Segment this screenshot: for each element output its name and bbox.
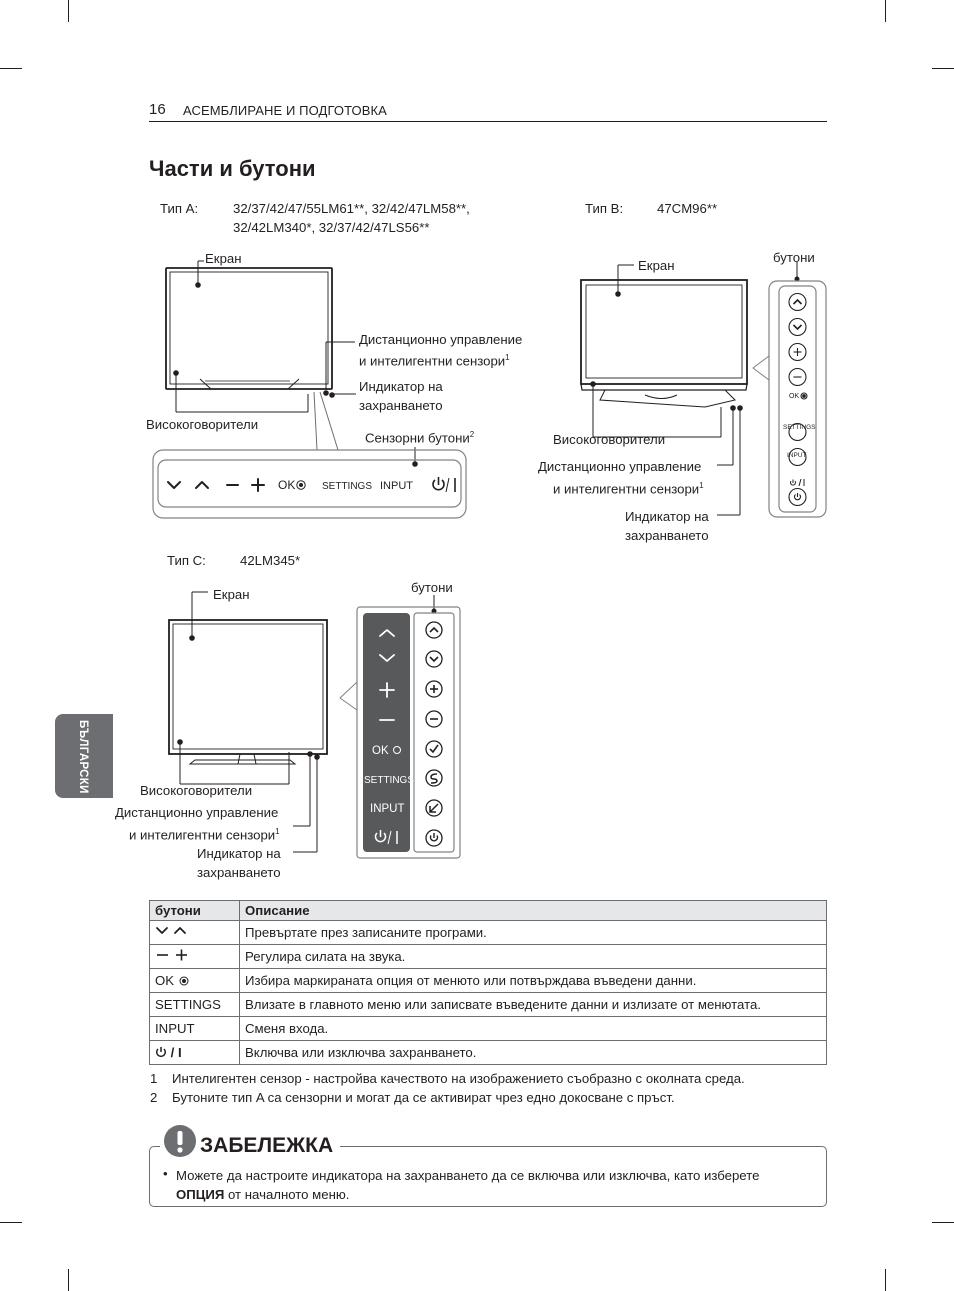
footnote-number: 1	[150, 1071, 158, 1086]
panel-ok-label: OK	[278, 478, 296, 492]
table-header: Описание	[240, 901, 827, 921]
language-tab-label: БЪЛГАРСКИ	[77, 720, 89, 794]
type-a-power-label-2: захранването	[359, 398, 443, 413]
power-icon	[155, 1046, 167, 1058]
type-c-screen-label: Екран	[213, 587, 250, 602]
crop-mark	[885, 0, 886, 22]
panel-ok-label: OK	[372, 745, 389, 757]
panel-input-label: INPUT	[380, 480, 413, 492]
table-row	[150, 921, 827, 945]
power-icon	[433, 477, 455, 492]
type-a-touch-label: Сензорни бутони	[365, 430, 470, 446]
table-row	[150, 945, 827, 969]
table-cell-desc: Избира маркираната опция от менюто или потвърждава въведени данни.	[240, 969, 827, 993]
buttons-table	[149, 900, 827, 1065]
type-a-remote-label-2: и интелигентни сензори	[359, 353, 506, 369]
type-c-models: 42LM345*	[240, 553, 301, 568]
ok-icon	[178, 976, 190, 986]
table-row	[150, 1041, 827, 1065]
table-row	[150, 969, 827, 993]
table-row	[150, 1017, 827, 1041]
crop-mark	[0, 68, 22, 69]
type-b-power-label-2: захранването	[625, 528, 709, 543]
type-c-power-label-2: захранването	[197, 865, 281, 880]
type-a-tv-diagram	[140, 240, 550, 525]
footnote-ref: 1	[505, 353, 510, 362]
exclamation-icon	[163, 1124, 197, 1158]
type-a-speakers-label: Високоговорители	[146, 417, 259, 432]
table-row	[150, 993, 827, 1017]
power-icon	[791, 479, 805, 486]
table-cell-button: SETTINGS	[150, 993, 240, 1017]
footnote-number: 2	[150, 1090, 158, 1105]
page-title: Части и бутони	[149, 156, 316, 181]
footnote-text: Бутоните тип A са сензорни и могат да се активират чрез едно докосване с пръст.	[172, 1090, 675, 1105]
note-text-after: от началното меню.	[224, 1187, 350, 1202]
table-header-row	[150, 901, 827, 921]
type-a-remote-label-1: Дистанционно управление	[359, 332, 523, 347]
type-b-screen-label: Екран	[638, 258, 675, 273]
panel-input-label: INPUT	[787, 452, 807, 459]
page-number: 16	[149, 101, 166, 118]
crop-mark	[932, 1222, 954, 1223]
crop-mark	[0, 1222, 22, 1223]
language-tab	[55, 714, 113, 798]
chevron-down-up-icon	[155, 925, 189, 937]
type-c-speakers-label: Високоговорители	[140, 783, 253, 798]
type-b-speakers-label: Високоговорители	[553, 432, 666, 447]
section-title: АСЕМБЛИРАНЕ И ПОДГОТОВКА	[183, 103, 387, 118]
type-b-models: 47CM96**	[657, 201, 718, 216]
type-c-remote-label-2: и интелигентни сензори	[129, 827, 276, 843]
footnote-ref: 1	[275, 827, 280, 836]
panel-input-label: INPUT	[370, 803, 405, 815]
crop-mark	[932, 68, 954, 69]
type-a-models-2: 32/42LM340*, 32/37/42/47LS56**	[233, 220, 430, 235]
panel-ok-label: OK	[789, 393, 800, 400]
type-c-label: Тип C:	[167, 553, 206, 568]
type-c-remote-label-1: Дистанционно управление	[115, 805, 279, 820]
panel-settings-label: SETTINGS	[783, 424, 816, 431]
table-cell-button	[150, 945, 240, 969]
table-cell-button	[150, 969, 240, 993]
panel-settings-label: SETTINGS	[364, 775, 415, 786]
table-cell-desc: Превъртате през записаните програми.	[240, 921, 827, 945]
type-b-buttons-label: бутони	[773, 250, 815, 265]
type-a-power-label-1: Индикатор на	[359, 379, 443, 394]
note-bullet: •	[163, 1166, 168, 1181]
table-cell-desc: Влизате в главното меню или записвате въведените данни и излизате от менютата.	[240, 993, 827, 1017]
table-cell-desc: Включва или изключва захранването.	[240, 1041, 827, 1065]
footnote-text: Интелигентен сензор - настройва качеството на изображението съобразно с околната среда.	[172, 1071, 745, 1086]
table-header: бутони	[150, 901, 240, 921]
footnote-ref: 2	[469, 430, 475, 439]
type-b-label: Тип B:	[585, 201, 624, 216]
footnote-ref: 1	[699, 481, 704, 490]
type-b-remote-label-1: Дистанционно управление	[538, 459, 702, 474]
type-b-remote-label-2: и интелигентни сензори	[553, 481, 700, 497]
table-cell-button: INPUT	[150, 1017, 240, 1041]
table-cell-button	[150, 1041, 240, 1065]
type-a-label: Тип A:	[160, 201, 199, 216]
note-title: ЗАБЕЛЕЖКА	[200, 1134, 334, 1157]
table-cell-desc: Сменя входа.	[240, 1017, 827, 1041]
note-text	[176, 1166, 816, 1204]
note-text-before: Можете да настроите индикатора на захранването да се включва или изключва, като изберете	[176, 1168, 760, 1183]
crop-mark	[68, 1269, 69, 1291]
table-cell-button	[150, 921, 240, 945]
crop-mark	[885, 1269, 886, 1291]
minus-plus-icon	[155, 949, 189, 961]
type-c-power-label-1: Индикатор на	[197, 846, 281, 861]
ok-label: OK	[155, 973, 175, 988]
type-c-buttons-label: бутони	[411, 580, 453, 595]
table-cell-desc: Регулира силата на звука.	[240, 945, 827, 969]
panel-settings-label: SETTINGS	[322, 481, 373, 492]
dark-button-strip	[363, 613, 410, 852]
type-b-power-label-1: Индикатор на	[625, 509, 709, 524]
crop-mark	[68, 0, 69, 22]
type-a-screen-label: Екран	[205, 251, 242, 266]
type-a-models-1: 32/37/42/47/55LM61**, 32/42/47LM58**,	[233, 201, 470, 216]
note-text-bold: ОПЦИЯ	[176, 1187, 225, 1202]
power-label: / I	[170, 1045, 182, 1060]
header-rule	[149, 121, 827, 122]
